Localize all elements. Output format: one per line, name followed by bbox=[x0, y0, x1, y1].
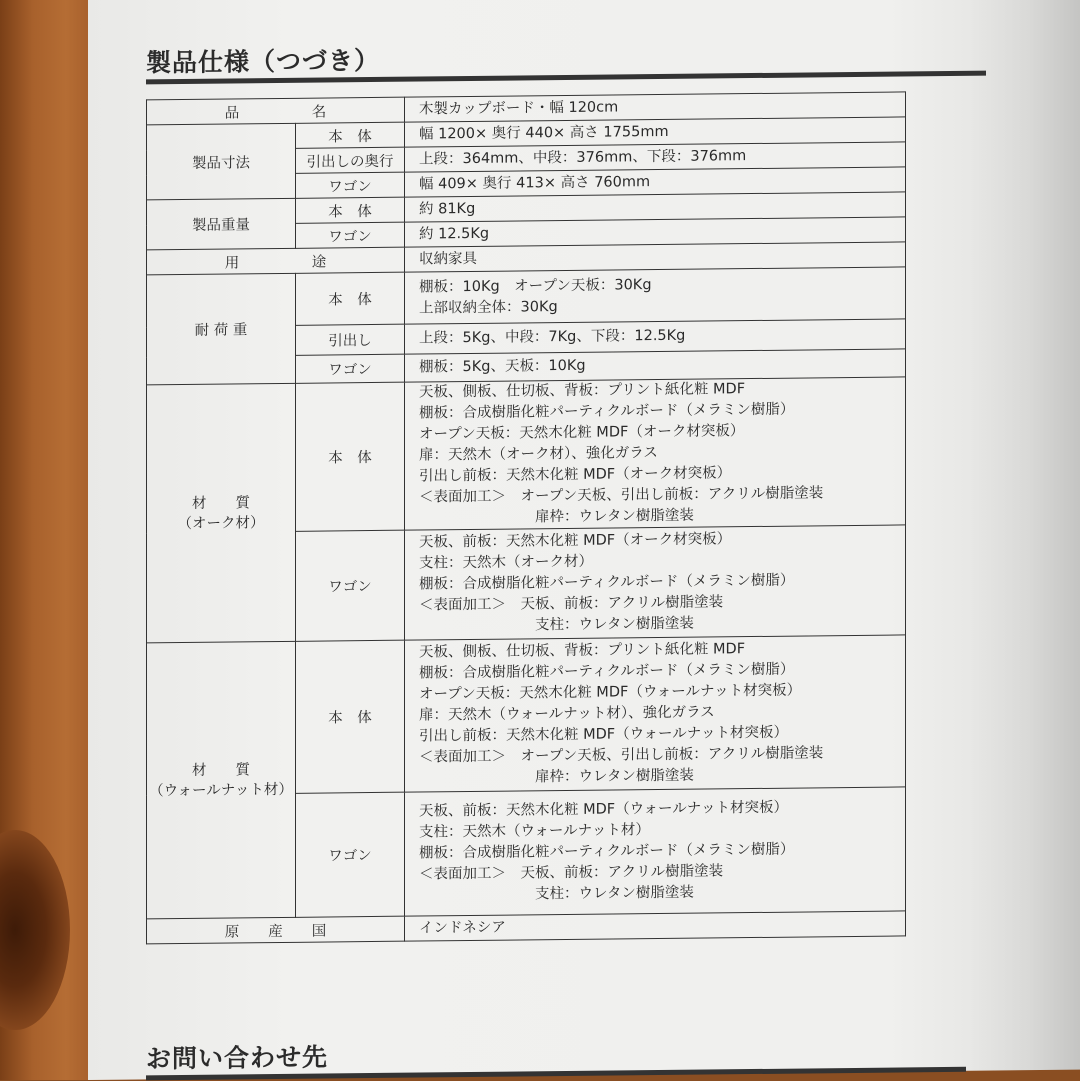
label-material-type: （オーク材） bbox=[177, 514, 265, 532]
label-product-name: 品 名 bbox=[147, 97, 405, 125]
sub-label: 本 体 bbox=[296, 197, 405, 223]
sub-label: 引出し bbox=[296, 324, 405, 355]
text-line: 棚板：合成樹脂化粧パーティクルボード（メラミン樹脂） bbox=[419, 661, 795, 682]
sub-label: 引出しの奥行 bbox=[296, 147, 405, 173]
value-load-wagon: 棚板：5Kg、天板：10Kg bbox=[405, 349, 906, 382]
text-line: 扉：天然木（ウォールナット材）、強化ガラス bbox=[419, 704, 715, 724]
label-origin: 原 産 国 bbox=[147, 916, 405, 944]
label-usage: 用 途 bbox=[147, 247, 405, 275]
value-material-walnut-wagon bbox=[405, 787, 906, 916]
text-line: 支柱：天然木（ウォールナット材） bbox=[419, 822, 650, 841]
sub-label: ワゴン bbox=[296, 222, 405, 248]
text-line: ＜表面加工＞ 天板、前板：アクリル樹脂塗装 bbox=[419, 863, 724, 883]
text-line: ＜表面加工＞ オープン天板、引出し前板：アクリル樹脂塗装 bbox=[419, 745, 824, 766]
sub-label: ワゴン bbox=[296, 792, 405, 917]
text-line: オープン天板：天然木化粧 MDF（ウォールナット材突板） bbox=[419, 682, 802, 703]
text-line: 上部収納全体：30Kg bbox=[419, 298, 558, 317]
text-line: 支柱：ウレタン樹脂塗装 bbox=[535, 884, 694, 903]
page-shadow bbox=[968, 0, 1080, 1071]
text-line: 天板、前板：天然木化粧 MDF（ウォールナット材突板） bbox=[419, 799, 788, 820]
row-material-walnut-body bbox=[147, 635, 906, 795]
text-line: 天板、側板、仕切板、背板：プリント紙化粧 MDF bbox=[419, 641, 746, 661]
value-weight-wagon: 約 12.5Kg bbox=[405, 217, 906, 247]
value-product-name: 木製カップボード・幅 120cm bbox=[405, 92, 906, 122]
text-line: 支柱：天然木（オーク材） bbox=[419, 553, 593, 572]
text-line: 棚板：10Kg オープン天板：30Kg bbox=[419, 276, 652, 296]
sub-label: 本 体 bbox=[296, 122, 405, 148]
text-line: オープン天板：天然木化粧 MDF（オーク材突板） bbox=[419, 423, 745, 443]
row-material-oak-body bbox=[147, 377, 906, 533]
text-line: 天板、前板：天然木化粧 MDF（オーク材突板） bbox=[419, 531, 732, 551]
contact-section-title: お問い合わせ先 bbox=[146, 1042, 329, 1074]
row-load-body bbox=[147, 267, 906, 327]
sub-label: ワゴン bbox=[296, 530, 405, 641]
label-material-walnut bbox=[147, 641, 296, 919]
sub-label: ワゴン bbox=[296, 172, 405, 198]
value-material-oak-wagon bbox=[405, 525, 906, 640]
text-line: ＜表面加工＞ 天板、前板：アクリル樹脂塗装 bbox=[419, 594, 724, 614]
value-usage: 収納家具 bbox=[405, 242, 906, 272]
text-line: 棚板：合成樹脂化粧パーティクルボード（メラミン樹脂） bbox=[419, 401, 795, 422]
text-line: 天板、側板、仕切板、背板：プリント紙化粧 MDF bbox=[419, 381, 746, 401]
sub-label: 本 体 bbox=[296, 382, 405, 531]
value-material-walnut-body bbox=[405, 635, 906, 792]
label-material: 材 質 bbox=[192, 494, 250, 512]
manual-page bbox=[88, 0, 1080, 1080]
value-load-body bbox=[405, 267, 906, 324]
sub-label: ワゴン bbox=[296, 354, 405, 383]
text-line: 支柱：ウレタン樹脂塗装 bbox=[535, 615, 694, 634]
value-dimensions-body: 幅 1200× 奥行 440× 高さ 1755mm bbox=[405, 117, 906, 147]
value-dimensions-wagon: 幅 409× 奥行 413× 高さ 760mm bbox=[405, 167, 906, 197]
spec-table bbox=[146, 91, 906, 944]
label-load-capacity: 耐 荷 重 bbox=[147, 273, 296, 385]
label-material: 材 質 bbox=[192, 761, 250, 779]
text-line: 扉：天然木（オーク材）、強化ガラス bbox=[419, 445, 658, 464]
sub-label: 本 体 bbox=[296, 640, 405, 793]
text-line: ＜表面加工＞ オープン天板、引出し前板：アクリル樹脂塗装 bbox=[419, 485, 824, 506]
text-line: 扉枠：ウレタン樹脂塗装 bbox=[535, 507, 694, 526]
text-line: 扉枠：ウレタン樹脂塗装 bbox=[535, 767, 694, 786]
section-title: 製品仕様（つづき） bbox=[146, 45, 381, 78]
text-line: 棚板：合成樹脂化粧パーティクルボード（メラミン樹脂） bbox=[419, 572, 795, 593]
value-drawer-depth: 上段：364mm、中段：376mm、下段：376mm bbox=[405, 142, 906, 172]
label-weight: 製品重量 bbox=[147, 198, 296, 250]
text-line: 引出し前板：天然木化粧 MDF（オーク材突板） bbox=[419, 465, 732, 485]
value-weight-body: 約 81Kg bbox=[405, 192, 906, 222]
value-origin: インドネシア bbox=[405, 911, 906, 941]
text-line: 棚板：合成樹脂化粧パーティクルボード（メラミン樹脂） bbox=[419, 841, 795, 862]
label-material-type: （ウォールナット材） bbox=[149, 781, 293, 799]
label-material-oak bbox=[147, 383, 296, 643]
text-line: 引出し前板：天然木化粧 MDF（ウォールナット材突板） bbox=[419, 724, 788, 745]
sub-label: 本 体 bbox=[296, 272, 405, 325]
label-dimensions: 製品寸法 bbox=[147, 123, 296, 200]
value-material-oak-body bbox=[405, 377, 906, 530]
value-load-drawer: 上段：5Kg、中段：7Kg、下段：12.5Kg bbox=[405, 319, 906, 354]
